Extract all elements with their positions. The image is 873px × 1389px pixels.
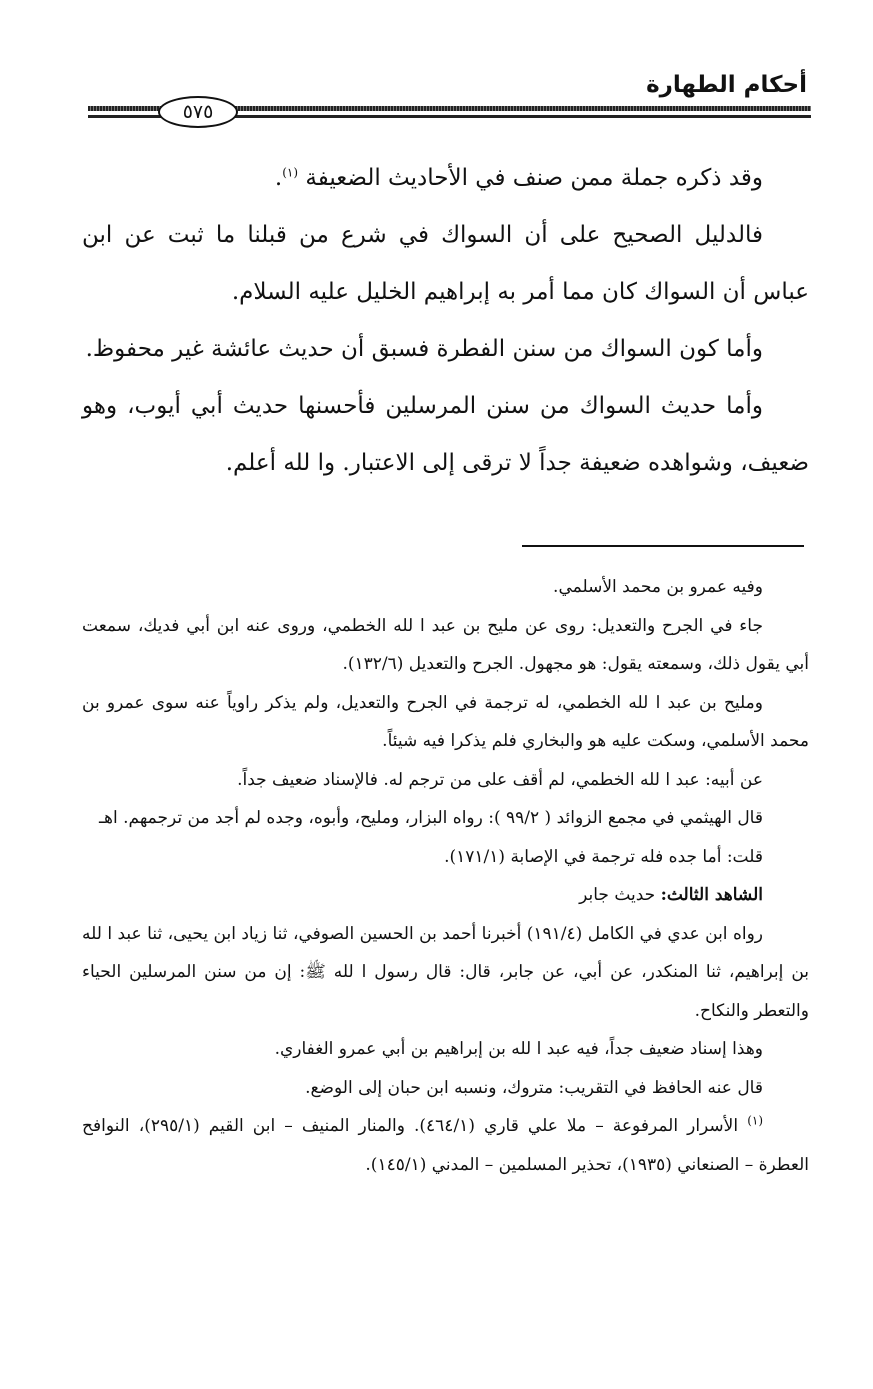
footnote-line <box>82 1107 809 1184</box>
footnote-line: رواه ابن عدي في الكامل (١٩١/٤) أخبرنا أحمد بن الحسين الصوفي، ثنا زياد ابن يحيى، ثنا عبد ا لله بن إبراهيم، ثنا المنكدر، عن أبي، عن جابر، قال: قال رسول ا لله ﷺ: إن من سنن المرسلين الحياء والتعطر والنكاح. <box>82 923 809 1021</box>
section-title: حديث جابر <box>579 885 656 905</box>
main-paragraph <box>82 150 809 207</box>
book-title: أحكام الطهارة <box>646 72 807 98</box>
main-text-span: وقد ذكره جملة ممن صنف في الأحاديث الضعيفة <box>305 165 763 191</box>
main-text <box>82 150 809 492</box>
footnotes <box>82 568 809 1184</box>
footnote-line: وفيه عمرو بن محمد الأسلمي. <box>553 577 763 597</box>
main-text-span: . <box>274 165 283 191</box>
footnote-number: (١) <box>747 1113 764 1128</box>
main-paragraph: فالدليل الصحيح على أن السواك في شرع من قبلنا ما ثبت عن ابن عباس أن السواك كان مما أمر به إبراهيم الخليل عليه السلام. <box>82 222 809 305</box>
page-number: ٥٧٥ <box>158 96 238 128</box>
main-paragraph: وأما حديث السواك من سنن المرسلين فأحسنها حديث أبي أيوب، وهو ضعيف، وشواهده ضعيفة جداً لا ترقى إلى الاعتبار. وا لله أعلم. <box>82 393 809 476</box>
section-label: الشاهد الثالث: <box>660 885 763 905</box>
footnote-line: قال عنه الحافظ في التقريب: متروك، ونسبه ابن حبان إلى الوضع. <box>305 1077 763 1098</box>
footnote-line: وهذا إسناد ضعيف جداً، فيه عبد ا لله بن إبراهيم بن أبي عمرو الغفاري. <box>274 1039 763 1059</box>
footnote-separator <box>522 545 804 547</box>
footnote-line: قال الهيثمي في مجمع الزوائد ( ٩٩/٢ ): رواه البزار، ومليح، وأبوه، وجده لم أجد من ترجمهم. اهـ <box>99 808 763 828</box>
footnote-ref: (١) <box>282 165 299 180</box>
footnote-line: عن أبيه: عبد ا لله الخطمي، لم أقف على من ترجم له. فالإسناد ضعيف جداً. <box>237 769 763 790</box>
page-header <box>88 60 811 130</box>
footnote-line <box>82 876 809 915</box>
footnote-line: جاء في الجرح والتعديل: روى عن مليح بن عبد ا لله الخطمي، وروى عنه ابن أبي فديك، سمعت أبي يقول ذلك، وسمعته يقول: هو مجهول. الجرح والتعديل (١٣٢/٦). <box>82 615 809 674</box>
main-paragraph: وأما كون السواك من سنن الفطرة فسبق أن حديث عائشة غير محفوظ. <box>85 336 763 362</box>
footnote-text: الأسرار المرفوعة – ملا علي قاري (٤٦٤/١). والمنار المنيف – ابن القيم (٢٩٥/١)، النوافح العطرة – الصنعاني (١٩٣٥)، تحذير المسلمين – المدني (١٤٥/١). <box>82 1116 809 1175</box>
footnote-line: ومليح بن عبد ا لله الخطمي، له ترجمة في الجرح والتعديل، ولم يذكر راوياً عنه سوى عمرو بن محمد الأسلمي، وسكت عليه هو والبخاري فلم يذكرا فيه شيئاً. <box>82 692 809 751</box>
footnote-line: قلت: أما جده فله ترجمة في الإصابة (١٧١/١). <box>444 846 763 867</box>
